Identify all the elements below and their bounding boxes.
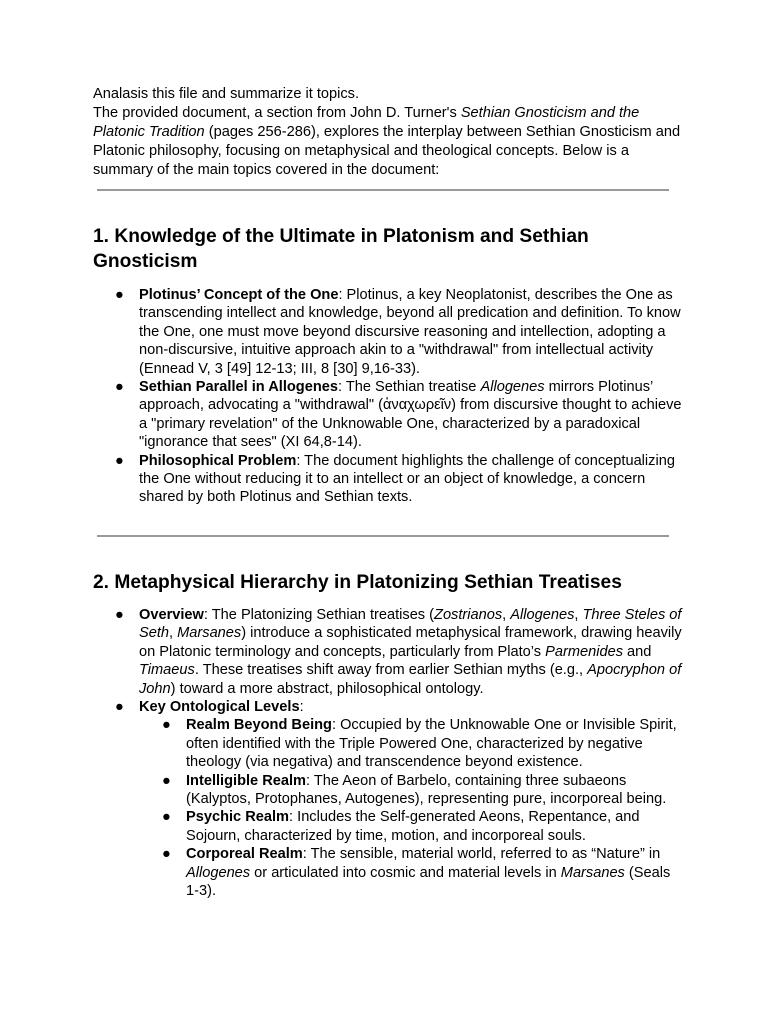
bullet-icon: ● <box>162 809 171 826</box>
list-item: ● Intelligible Realm: The Aeon of Barbelo, containing three subaeons (Kalyptos, Protophanes, Autogenes), representing pure, incorporeal being. <box>162 772 667 808</box>
list-item: ● Corporeal Realm: The sensible, material world, referred to as “Nature” in Allogenes or articulated into cosmic and material levels in Marsanes (Seals 1-3). <box>162 846 671 900</box>
list-item: ● Realm Beyond Being: Occupied by the Unknowable One or Invisible Spirit, often identified with the Triple Powered One, characterized by negative theology (via negativa) and transcendence beyond existence. <box>162 717 677 771</box>
bullet-icon: ● <box>162 772 171 789</box>
bullet-icon: ● <box>115 452 124 469</box>
bullet-list <box>93 286 683 507</box>
intro-request: Analasis this file and summarize it topics. <box>93 86 360 102</box>
section-heading: 1. Knowledge of the Ultimate in Platonism and Sethian Gnosticism <box>93 226 589 272</box>
list-item: ● Sethian Parallel in Allogenes: The Sethian treatise Allogenes mirrors Plotinus’ approach, advocating a "withdrawal" (ἀναχωρεῖν) from discursive thought to achieve a "primary revelation" of the Unknowable One, characterized by a paradoxical "ignorance that sees" (XI 64,8-14). <box>115 379 682 451</box>
list-item: ● Overview: The Platonizing Sethian treatises (Zostrianos, Allogenes, Three Steles of Seth, Marsanes) introduce a sophisticated metaphysical framework, drawing heavily on Platonic terminology and concepts, particularly from Plato’s Parmenides and Timaeus. These treatises shift away from earlier Sethian myths (e.g., Apocryphon of John) toward a more abstract, philosophical ontology. <box>115 607 682 697</box>
section-divider <box>97 535 669 537</box>
bullet-icon: ● <box>115 287 124 303</box>
bullet-icon: ● <box>162 846 171 863</box>
list-item: ● Psychic Realm: Includes the Self-generated Aeons, Repentance, and Sojourn, characterized by time, motion, and incorporeal souls. <box>162 809 640 844</box>
nested-bullet-list <box>139 716 683 900</box>
list-item: ● Key Ontological Levels: ● Realm Beyond Being: Occupied by the Unknowable One or Invisible Spirit, often identified with the Triple Powered One, characterized by negative theology (via negativa) and transcendence beyond existence. ● Intelligible Realm: The Aeon of Barbelo, containing three subaeons (Kalyptos, Protophanes, Autogenes), representing pure, incorporeal being. ● Psychic Realm: Includes the Self-generated Aeons, Repentance, and Sojourn, characterized by time, motion, and incorporeal souls. ● Corporeal Realm: The sensible, material world, referred to as “Nature” in Allogenes or articulated into cosmic and material levels in Marsanes (Seals 1-3). <box>93 698 683 900</box>
list-item: ● Philosophical Problem: The document highlights the challenge of conceptualizing the One without reducing it to an intellect or an object of knowledge, a concern shared by both Plotinus and Sethian texts. <box>115 452 675 506</box>
list-item: ● Plotinus’ Concept of the One: Plotinus, a key Neoplatonist, describes the One as transcending intellect and knowledge, beyond all predication and definition. To know the One, one must move beyond discursive reasoning and intellection, adopting a non-discursive, intuitive approach akin to a "withdrawal" from intellectual activity (Ennead V, 3 [49] 12-13; III, 8 [30] 9,16-33). <box>115 287 681 377</box>
bullet-icon: ● <box>115 607 124 623</box>
bullet-list <box>93 606 683 901</box>
section-divider <box>97 189 669 191</box>
intro-paragraph: The provided document, a section from John D. Turner's Sethian Gnosticism and the Platonic Tradition (pages 256-286), explores the interplay between Sethian Gnosticism and Platonic philosophy, focusing on metaphysical and theological concepts. Below is a summary of the main topics covered in the document: <box>93 105 681 178</box>
document-page <box>93 85 683 180</box>
bullet-icon: ● <box>162 717 171 734</box>
bullet-icon: ● <box>115 699 124 716</box>
bullet-icon: ● <box>115 379 124 396</box>
section-heading: 2. Metaphysical Hierarchy in Platonizing Sethian Treatises <box>93 572 622 593</box>
intro-block <box>93 85 683 180</box>
